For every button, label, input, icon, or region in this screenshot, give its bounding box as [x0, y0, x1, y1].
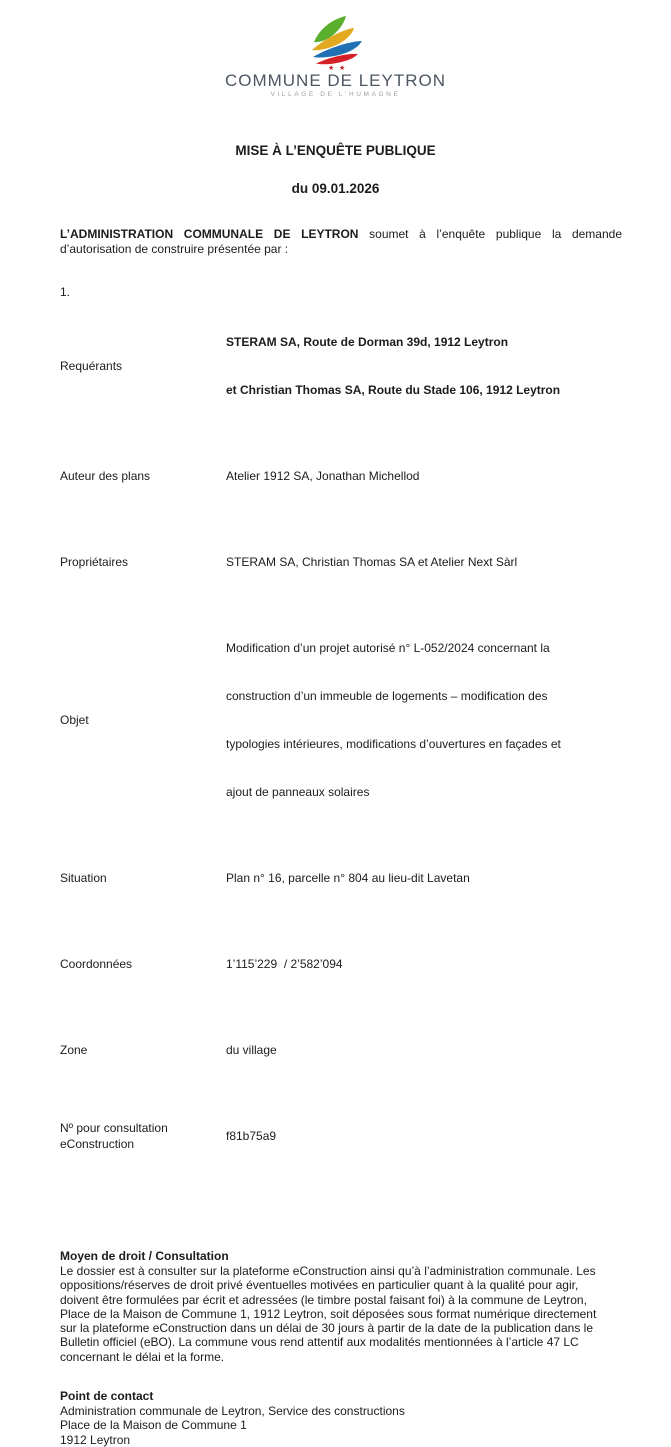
- document-title: MISE À L’ENQUÊTE PUBLIQUE: [235, 143, 436, 158]
- contact-heading: Point de contact: [60, 1389, 154, 1404]
- detail-label: Propriétaires: [60, 555, 129, 569]
- detail-row-proprietaires: [60, 522, 622, 602]
- document-body: [60, 227, 622, 1447]
- legal-line: doivent être formulées par écrit et adressées (le timbre postal faisant foi) à la commune de Leytron,: [60, 1292, 587, 1307]
- svg-text:★: ★: [327, 64, 334, 72]
- detail-value-line: Atelier 1912 SA, Jonathan Michellod: [226, 469, 420, 483]
- detail-label: eConstruction: [60, 1137, 135, 1151]
- intro-paragraph: [60, 227, 622, 257]
- contact-line: Place de la Maison de Commune 1: [60, 1418, 247, 1433]
- legal-line: Bulletin officiel (eBO). La commune vous rend attentif aux modalités mentionnées à l’article 47 LC: [60, 1335, 579, 1350]
- item-number: 1.: [60, 285, 71, 299]
- legal-section: [60, 1249, 622, 1364]
- detail-value-line: et Christian Thomas SA, Route du Stade 106, 1912 Leytron: [226, 383, 561, 397]
- document-date: du 09.01.2026: [291, 181, 380, 196]
- detail-value-line: ajout de panneaux solaires: [226, 785, 370, 799]
- commune-name: COMMUNE DE LEYTRON: [224, 71, 447, 90]
- contact-line: Administration communale de Leytron, Service des constructions: [60, 1404, 405, 1419]
- legal-heading: Moyen de droit / Consultation: [60, 1249, 229, 1263]
- detail-row-auteur-des-plans: [60, 436, 622, 516]
- detail-label: Situation: [60, 871, 107, 885]
- detail-row-requerants: [60, 302, 622, 430]
- detail-value-line: Plan n° 16, parcelle n° 804 au lieu-dit Lavetan: [226, 871, 470, 885]
- details-table: [60, 302, 622, 1176]
- legal-line: concernant le délai et la forme.: [60, 1349, 225, 1364]
- detail-value-line: f81b75a9: [226, 1129, 277, 1143]
- detail-row-objet: [60, 608, 622, 832]
- commune-ribbons-icon: [304, 14, 368, 70]
- detail-value-line: STERAM SA, Christian Thomas SA et Atelier Next Sàrl: [226, 555, 518, 569]
- legal-line: Le dossier est à consulter sur la plateforme eConstruction ainsi qu’à l’administration communale. Les: [60, 1264, 596, 1278]
- legal-line: sur la plateforme eConstruction dans un délai de 30 jours à partir de la date de la publication dans le: [60, 1321, 593, 1336]
- contact-block: [60, 1404, 622, 1447]
- detail-value-line: STERAM SA, Route de Dorman 39d, 1912 Leytron: [226, 335, 509, 349]
- detail-row-coordonnees: [60, 924, 622, 1004]
- intro-bold-text: L’ADMINISTRATION COMMUNALE DE LEYTRON: [60, 227, 359, 241]
- detail-value-line: Modification d’un projet autorisé n° L-052/2024 concernant la: [226, 641, 550, 655]
- detail-label: Requérants: [60, 359, 123, 373]
- detail-label: Zone: [60, 1043, 88, 1057]
- detail-row-econstruction: [60, 1096, 622, 1176]
- intro-rest-text: soumet à l’enquête publique la demande: [369, 227, 622, 241]
- contact-line: 1912 Leytron: [60, 1432, 131, 1447]
- contact-section: [60, 1389, 622, 1447]
- detail-label: Coordonnées: [60, 957, 133, 971]
- intro-line-1: [60, 227, 622, 242]
- detail-label: Nº pour consultation: [60, 1121, 168, 1135]
- legal-paragraph: [60, 1264, 622, 1364]
- legal-line: oppositions/réserves de droit privé éventuelles motivées en particulier quant à la qualité pour agir,: [60, 1278, 579, 1293]
- detail-label: Objet: [60, 713, 89, 727]
- commune-tagline: VILLAGE DE L'HUMAGNE: [270, 91, 401, 98]
- detail-value-line: du village: [226, 1043, 277, 1057]
- detail-value-line: construction d’un immeuble de logements – modification des: [226, 689, 548, 703]
- intro-line-2: d’autorisation de construire présentée par :: [60, 242, 289, 256]
- svg-text:★: ★: [338, 64, 345, 72]
- commune-logo: [0, 0, 671, 99]
- detail-value-line: 1’115’229 / 2’582’094: [226, 957, 343, 971]
- detail-row-zone: [60, 1010, 622, 1090]
- detail-label: Auteur des plans: [60, 469, 151, 483]
- detail-value-line: typologies intérieures, modifications d’ouvertures en façades et: [226, 737, 561, 751]
- detail-row-situation: [60, 838, 622, 918]
- legal-line: Place de la Maison de Commune 1, 1912 Leytron, soit déposées sous format numérique directement: [60, 1306, 597, 1321]
